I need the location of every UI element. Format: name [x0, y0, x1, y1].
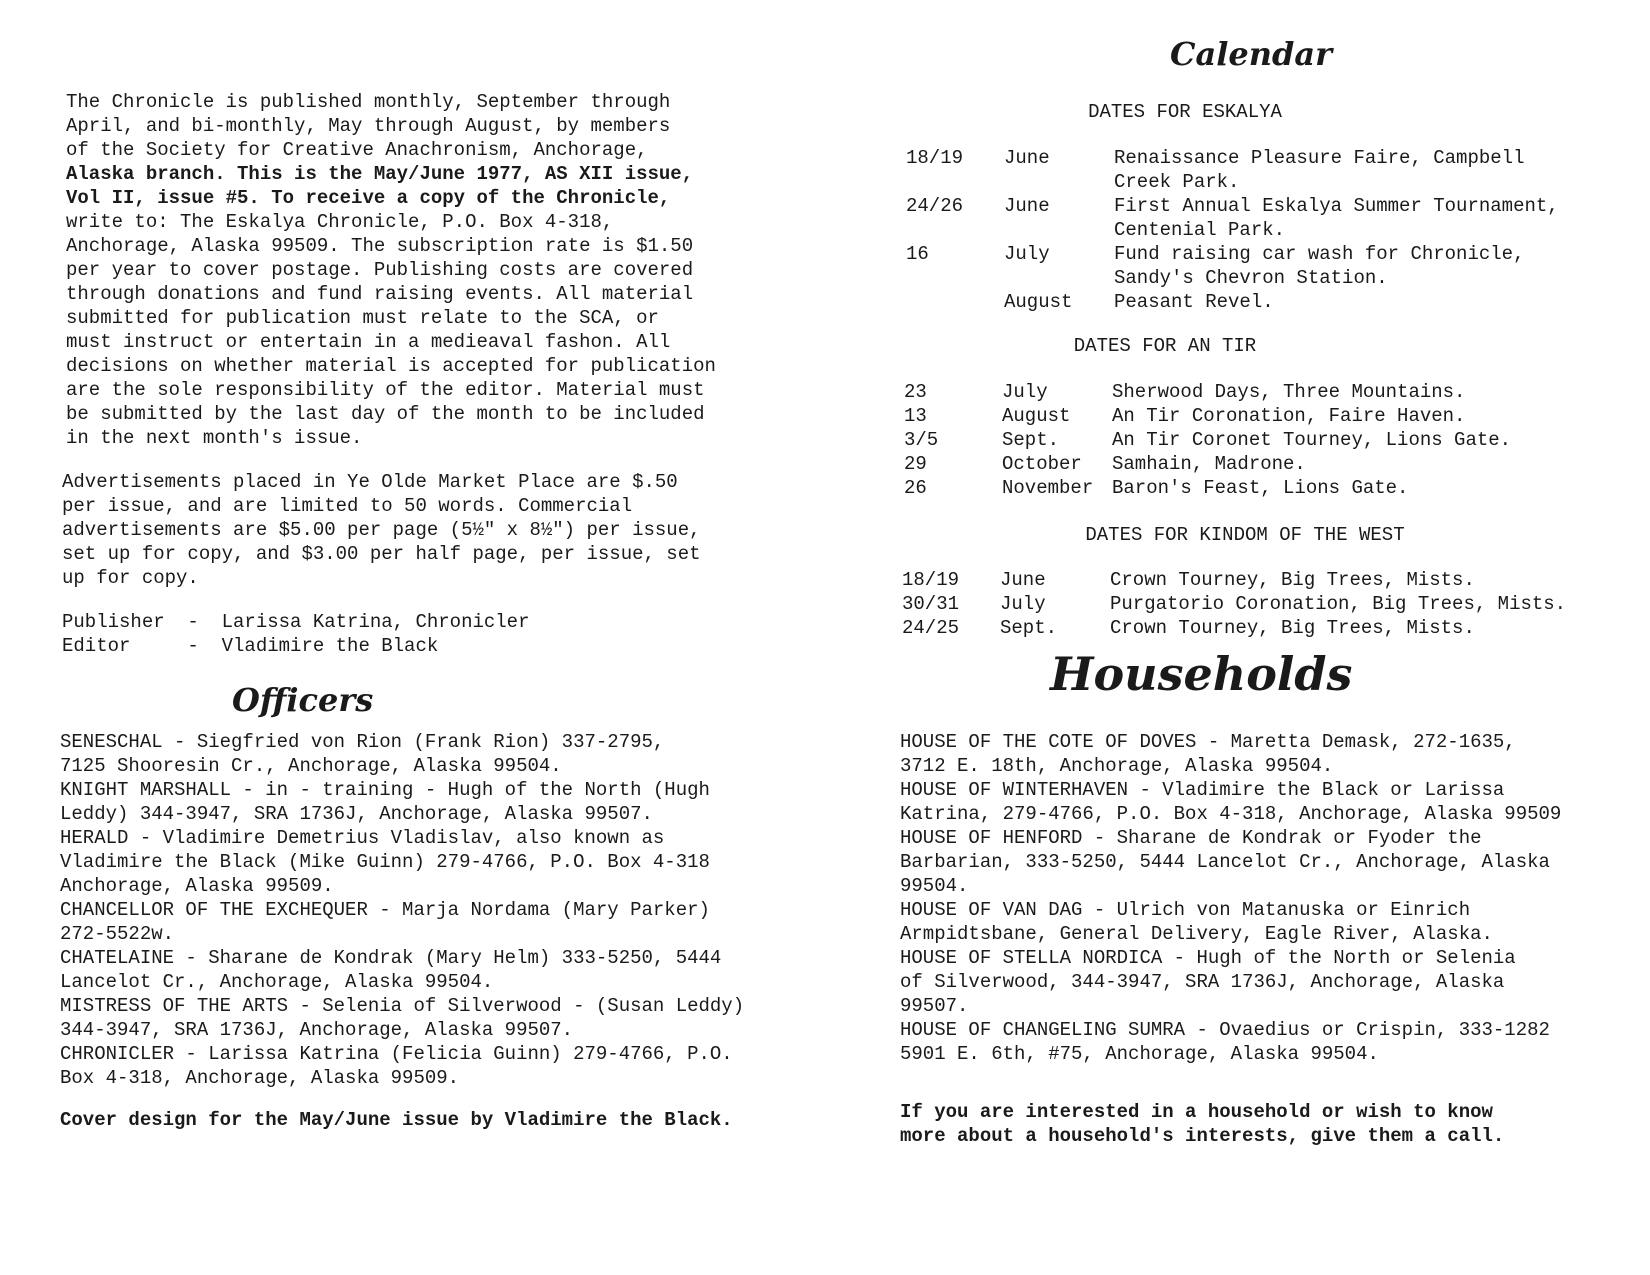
- intro-line: per year to cover postage. Publishing costs are covered: [66, 259, 694, 281]
- officer-line: Box 4-318, Anchorage, Alaska 99509.: [60, 1067, 460, 1089]
- event-date: 18/19: [906, 147, 964, 169]
- officer-line: CHANCELLOR OF THE EXCHEQUER - Marja Nordama (Mary Parker): [60, 899, 710, 921]
- household-line: of Silverwood, 344-3947, SRA 1736J, Anchorage, Alaska: [900, 971, 1505, 993]
- household-line: HOUSE OF STELLA NORDICA - Hugh of the North or Selenia: [900, 947, 1516, 969]
- event-description: Fund raising car wash for Chronicle, Sandy's Chevron Station.: [1114, 243, 1525, 289]
- intro-line: in the next month's issue.: [66, 427, 363, 449]
- event-date: 29: [904, 453, 927, 475]
- event-month: October: [1002, 453, 1082, 475]
- staff-block: [62, 610, 529, 658]
- event-description: Crown Tourney, Big Trees, Mists.: [1110, 617, 1475, 639]
- event-description: An Tir Coronation, Faire Haven.: [1112, 405, 1466, 427]
- event-month: July: [1004, 243, 1050, 265]
- event-month: June: [1000, 569, 1046, 591]
- officer-line: CHRONICLER - Larissa Katrina (Felicia Guinn) 279-4766, P.O.: [60, 1043, 733, 1065]
- household-line: HOUSE OF WINTERHAVEN - Vladimire the Black or Larissa: [900, 779, 1505, 801]
- calendar-row: [902, 592, 1566, 616]
- officer-line: HERALD - Vladimire Demetrius Vladislav, also known as: [60, 827, 665, 849]
- closing-line: more about a household's interests, give them a call.: [900, 1125, 1505, 1147]
- event-date: 16: [906, 243, 929, 265]
- west-table: [902, 568, 1566, 640]
- event-month: November: [1002, 477, 1094, 499]
- event-month: June: [1004, 195, 1050, 217]
- intro-line: of the Society for Creative Anachronism, Anchorage,: [66, 139, 648, 161]
- calendar-row: [906, 290, 1559, 314]
- officer-line: Vladimire the Black (Mike Guinn) 279-4766, P.O. Box 4-318: [60, 851, 710, 873]
- ads-line: Advertisements placed in Ye Olde Market Place are $.50: [62, 471, 678, 493]
- event-date: 30/31: [902, 593, 960, 615]
- antir-table: [904, 380, 1511, 500]
- calendar-heading: Calendar: [1170, 35, 1332, 73]
- antir-section-title: DATES FOR AN TIR: [1073, 335, 1257, 357]
- officer-line: SENESCHAL - Siegfried von Rion (Frank Rion) 337-2795,: [60, 731, 665, 753]
- officer-line: Anchorage, Alaska 99509.: [60, 875, 334, 897]
- ads-line: set up for copy, and $3.00 per half page, per issue, set: [62, 543, 701, 565]
- household-line: HOUSE OF THE COTE OF DOVES - Maretta Demask, 272-1635,: [900, 731, 1516, 753]
- calendar-row: [904, 476, 1511, 500]
- calendar-row: [902, 568, 1566, 592]
- publisher-line: Publisher - Larissa Katrina, Chronicler: [62, 611, 530, 633]
- household-line: 5901 E. 6th, #75, Anchorage, Alaska 99504.: [900, 1043, 1379, 1065]
- intro-line: April, and bi-monthly, May through August, by members: [66, 115, 671, 137]
- household-line: Barbarian, 333-5250, 5444 Lancelot Cr., Anchorage, Alaska: [900, 851, 1550, 873]
- household-line: HOUSE OF HENFORD - Sharane de Kondrak or Fyoder the: [900, 827, 1482, 849]
- calendar-row: [906, 146, 1559, 194]
- households-list: [900, 730, 1561, 1066]
- ads-line: advertisements are $5.00 per page (5½" x 8½") per issue,: [62, 519, 701, 541]
- event-description: First Annual Eskalya Summer Tournament, Centenial Park.: [1114, 195, 1559, 241]
- officer-line: 7125 Shooresin Cr., Anchorage, Alaska 99504.: [60, 755, 562, 777]
- calendar-row: [904, 428, 1511, 452]
- event-date: [906, 290, 1004, 314]
- event-month: July: [1002, 381, 1048, 403]
- household-line: Katrina, 279-4766, P.O. Box 4-318, Anchorage, Alaska 99509: [900, 803, 1562, 825]
- household-line: 3712 E. 18th, Anchorage, Alaska 99504.: [900, 755, 1334, 777]
- event-date: 26: [904, 477, 927, 499]
- households-heading: Households: [1050, 647, 1353, 701]
- calendar-row: [904, 452, 1511, 476]
- household-line: HOUSE OF CHANGELING SUMRA - Ovaedius or Crispin, 333-1282: [900, 1019, 1550, 1041]
- calendar-row: [906, 242, 1559, 290]
- officers-list: [60, 730, 744, 1090]
- event-description: Renaissance Pleasure Faire, Campbell Creek Park.: [1114, 147, 1525, 193]
- intro-line: through donations and fund raising events. All material: [66, 283, 694, 305]
- ads-line: up for copy.: [62, 567, 199, 589]
- event-month: July: [1000, 593, 1046, 615]
- event-date: 18/19: [902, 569, 960, 591]
- event-description: Peasant Revel.: [1114, 291, 1274, 313]
- eskalya-section-title: DATES FOR ESKALYA: [1088, 101, 1282, 123]
- event-description: Purgatorio Coronation, Big Trees, Mists.: [1110, 593, 1567, 615]
- intro-line: The Chronicle is published monthly, September through: [66, 91, 671, 113]
- officer-line: 272-5522w.: [60, 923, 175, 945]
- officers-heading: Officers: [232, 681, 374, 719]
- intro-line: Alaska branch. This is the May/June 1977, AS XII issue,: [66, 163, 694, 185]
- closing-line: If you are interested in a household or wish to know: [900, 1101, 1493, 1123]
- event-date: 24/25: [902, 617, 960, 639]
- intro-line: Vol II, issue #5. To receive a copy of the Chronicle,: [66, 187, 671, 209]
- officer-line: KNIGHT MARSHALL - in - training - Hugh of the North (Hugh: [60, 779, 710, 801]
- ads-line: per issue, and are limited to 50 words. Commercial: [62, 495, 633, 517]
- ads-paragraph: [62, 470, 701, 590]
- officer-line: MISTRESS OF THE ARTS - Selenia of Silverwood - (Susan Leddy): [60, 995, 745, 1017]
- household-line: Armpidtsbane, General Delivery, Eagle River, Alaska.: [900, 923, 1493, 945]
- event-description: Samhain, Madrone.: [1112, 453, 1306, 475]
- intro-line: write to: The Eskalya Chronicle, P.O. Box 4-318,: [66, 211, 614, 233]
- calendar-row: [906, 194, 1559, 242]
- event-month: Sept.: [1000, 617, 1058, 639]
- officer-line: Lancelot Cr., Anchorage, Alaska 99504.: [60, 971, 494, 993]
- intro-line: be submitted by the last day of the month to be included: [66, 403, 705, 425]
- event-description: Crown Tourney, Big Trees, Mists.: [1110, 569, 1475, 591]
- eskalya-table: [906, 146, 1559, 314]
- intro-line: Anchorage, Alaska 99509. The subscription rate is $1.50: [66, 235, 694, 257]
- officer-line: CHATELAINE - Sharane de Kondrak (Mary Helm) 333-5250, 5444: [60, 947, 722, 969]
- calendar-row: [904, 404, 1511, 428]
- intro-line: decisions on whether material is accepted for publication: [66, 355, 716, 377]
- event-date: 24/26: [906, 195, 964, 217]
- calendar-row: [904, 380, 1511, 404]
- event-month: August: [1002, 405, 1071, 427]
- editor-line: Editor - Vladimire the Black: [62, 635, 439, 657]
- household-line: 99504.: [900, 875, 969, 897]
- intro-line: must instruct or entertain in a medieaval fashon. All: [66, 331, 671, 353]
- west-section-title: DATES FOR KINDOM OF THE WEST: [1085, 524, 1405, 546]
- household-line: HOUSE OF VAN DAG - Ulrich von Matanuska or Einrich: [900, 899, 1471, 921]
- event-description: Sherwood Days, Three Mountains.: [1112, 381, 1466, 403]
- intro-line: are the sole responsibility of the editor. Material must: [66, 379, 705, 401]
- event-date: 13: [904, 405, 927, 427]
- calendar-row: [902, 616, 1566, 640]
- event-month: Sept.: [1002, 429, 1060, 451]
- closing-note: [900, 1100, 1504, 1148]
- officer-line: 344-3947, SRA 1736J, Anchorage, Alaska 99507.: [60, 1019, 574, 1041]
- household-line: 99507.: [900, 995, 969, 1017]
- event-month: June: [1004, 147, 1050, 169]
- intro-paragraph: [66, 90, 716, 450]
- event-date: 23: [904, 381, 927, 403]
- event-date: 3/5: [904, 429, 939, 451]
- cover-credit: Cover design for the May/June issue by Vladimire the Black.: [60, 1109, 733, 1131]
- event-month: August: [1004, 291, 1073, 313]
- officer-line: Leddy) 344-3947, SRA 1736J, Anchorage, Alaska 99507.: [60, 803, 653, 825]
- event-description: An Tir Coronet Tourney, Lions Gate.: [1112, 429, 1512, 451]
- intro-line: submitted for publication must relate to the SCA, or: [66, 307, 659, 329]
- event-description: Baron's Feast, Lions Gate.: [1112, 477, 1409, 499]
